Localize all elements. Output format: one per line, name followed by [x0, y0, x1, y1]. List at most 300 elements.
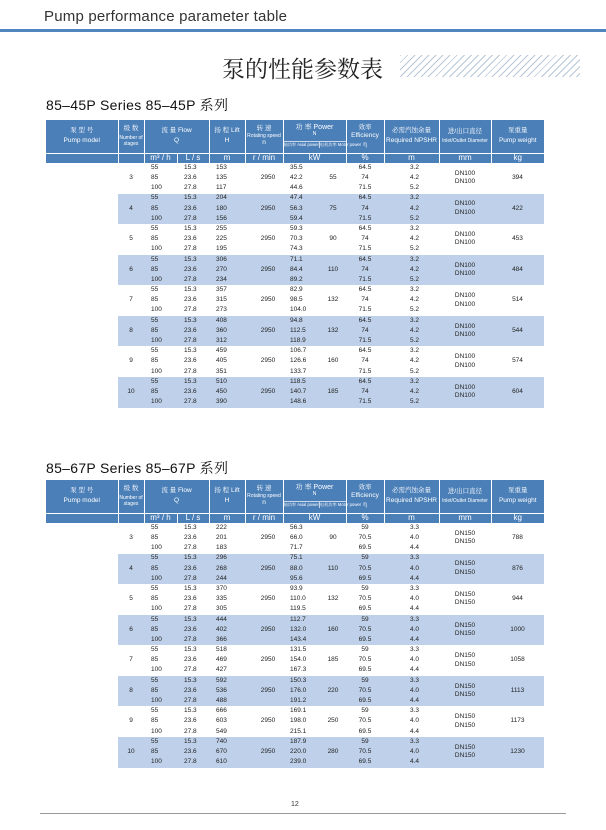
efficiency: 69.5	[346, 605, 384, 615]
col-speed-sym: n	[262, 498, 266, 506]
speed: 2950	[245, 255, 283, 286]
pump-weight: 1230	[491, 737, 544, 768]
npshr: 3.2	[384, 346, 439, 356]
pump-weight: 788	[491, 523, 544, 554]
lift: 357	[209, 285, 245, 295]
col-npshr-header	[384, 120, 439, 153]
inlet-outlet-diameter	[439, 676, 491, 707]
lift: 549	[209, 727, 245, 737]
lift: 312	[209, 336, 245, 346]
motor-power: 132	[320, 584, 346, 615]
lift: 234	[209, 275, 245, 285]
flow-ls: 27.8	[177, 245, 209, 255]
motor-power: 185	[320, 377, 346, 408]
speed: 2950	[245, 163, 283, 194]
npshr: 5.2	[384, 245, 439, 255]
efficiency: 70.5	[346, 655, 384, 665]
outlet-diameter: DN150	[454, 721, 476, 729]
col-npshr-cn: 必需汽蚀余量	[392, 487, 431, 495]
col-weight-cn: 泵重量	[508, 487, 528, 495]
flow-ls: 23.6	[177, 686, 209, 696]
npshr: 4.0	[384, 686, 439, 696]
col-motor-power: 电机功率 Motor power	[319, 142, 362, 148]
flow-m3h: 100	[144, 635, 177, 645]
axial-power: 42.2	[283, 173, 320, 183]
col-eff-cn: 效率	[358, 483, 372, 491]
flow-m3h: 85	[144, 204, 177, 214]
pump-weight: 1173	[491, 706, 544, 737]
col-eff-cn: 效率	[358, 123, 372, 131]
pump-weight: 1058	[491, 645, 544, 676]
motor-power: 110	[320, 554, 346, 585]
efficiency: 71.5	[346, 306, 384, 316]
inlet-diameter: DN100	[454, 169, 476, 177]
flow-m3h: 55	[144, 377, 177, 387]
inlet-outlet-diameter	[439, 163, 491, 194]
efficiency: 69.5	[346, 543, 384, 553]
speed: 2950	[245, 523, 283, 554]
efficiency: 64.5	[346, 316, 384, 326]
speed: 2950	[245, 224, 283, 255]
lift: 135	[209, 173, 245, 183]
flow-ls: 27.8	[177, 183, 209, 193]
axial-power: 104.0	[283, 306, 320, 316]
col-stages-cn: 级 数	[123, 124, 139, 132]
pump-weight: 1113	[491, 676, 544, 707]
flow-ls: 23.6	[177, 265, 209, 275]
flow-m3h: 55	[144, 523, 177, 533]
flow-ls: 27.8	[177, 696, 209, 706]
flow-m3h: 55	[144, 316, 177, 326]
unit-npshr: m	[384, 513, 439, 523]
stage-count: 6	[118, 615, 144, 646]
stage-count: 10	[118, 377, 144, 408]
flow-ls: 15.3	[177, 554, 209, 564]
lift: 201	[209, 533, 245, 543]
lift: 427	[209, 666, 245, 676]
pump-weight: 484	[491, 255, 544, 286]
efficiency: 74	[346, 204, 384, 214]
flow-ls: 27.8	[177, 336, 209, 346]
flow-m3h: 55	[144, 194, 177, 204]
flow-m3h: 85	[144, 717, 177, 727]
flow-m3h: 55	[144, 615, 177, 625]
header-rule	[0, 29, 606, 32]
lift: 402	[209, 625, 245, 635]
inlet-outlet-diameter	[439, 645, 491, 676]
flow-ls: 23.6	[177, 295, 209, 305]
col-model-cn: 泵 型 号	[70, 127, 94, 135]
unit-weight: kg	[491, 513, 544, 523]
axial-power: 118.5	[283, 377, 320, 387]
motor-power: 110	[320, 255, 346, 286]
axial-power: 191.2	[283, 696, 320, 706]
pump-weight: 422	[491, 194, 544, 225]
col-eff-sym: η	[363, 140, 367, 148]
stage-count: 3	[118, 523, 144, 554]
unit-flow-m3h: m³ / h	[144, 153, 177, 163]
flow-ls: 15.3	[177, 194, 209, 204]
stage-count: 8	[118, 676, 144, 707]
flow-ls: 15.3	[177, 316, 209, 326]
col-npshr-en: Required NPSHR	[386, 496, 437, 504]
lift: 335	[209, 594, 245, 604]
pump-weight: 453	[491, 224, 544, 255]
efficiency: 71.5	[346, 367, 384, 377]
flow-m3h: 55	[144, 645, 177, 655]
flow-ls: 23.6	[177, 717, 209, 727]
table-row	[46, 584, 544, 594]
flow-m3h: 100	[144, 245, 177, 255]
stage-count: 4	[118, 554, 144, 585]
inlet-outlet-diameter	[439, 285, 491, 316]
axial-power: 112.5	[283, 326, 320, 336]
flow-ls: 27.8	[177, 574, 209, 584]
motor-power: 55	[320, 163, 346, 194]
axial-power: 150.3	[283, 676, 320, 686]
pump-model-cell	[46, 163, 118, 408]
npshr: 3.3	[384, 523, 439, 533]
npshr: 4.4	[384, 696, 439, 706]
npshr: 3.3	[384, 706, 439, 716]
flow-ls: 23.6	[177, 326, 209, 336]
flow-ls: 15.3	[177, 377, 209, 387]
flow-ls: 15.3	[177, 163, 209, 173]
axial-power: 84.4	[283, 265, 320, 275]
unit-diam: mm	[439, 153, 491, 163]
npshr: 4.2	[384, 265, 439, 275]
col-stages-header	[118, 480, 144, 513]
inlet-outlet-diameter	[439, 346, 491, 377]
table-row	[46, 615, 544, 625]
col-flow-sym: Q	[173, 496, 180, 504]
unit-speed: r / min	[245, 513, 283, 523]
model-line3: 85–67P	[70, 651, 94, 659]
lift: 225	[209, 234, 245, 244]
col-motor-power: 电机功率 Motor power	[319, 502, 362, 508]
flow-m3h: 55	[144, 554, 177, 564]
flow-m3h: 55	[144, 706, 177, 716]
col-speed-en: Rotating speed	[247, 132, 281, 139]
flow-ls: 27.8	[177, 367, 209, 377]
axial-power: 94.8	[283, 316, 320, 326]
lift: 510	[209, 377, 245, 387]
npshr: 3.2	[384, 377, 439, 387]
col-lift-header	[209, 120, 245, 153]
efficiency: 59	[346, 584, 384, 594]
efficiency: 59	[346, 737, 384, 747]
unit-lift: m	[209, 153, 245, 163]
motor-power: 185	[320, 645, 346, 676]
efficiency: 71.5	[346, 183, 384, 193]
axial-power: 95.6	[283, 574, 320, 584]
npshr: 4.2	[384, 326, 439, 336]
stage-count: 9	[118, 706, 144, 737]
motor-power: 132	[320, 285, 346, 316]
flow-m3h: 85	[144, 295, 177, 305]
axial-power: 118.9	[283, 336, 320, 346]
lift: 592	[209, 676, 245, 686]
pump-weight: 544	[491, 316, 544, 347]
axial-power: 89.2	[283, 275, 320, 285]
col-stages-header	[118, 120, 144, 153]
axial-power: 169.1	[283, 706, 320, 716]
flow-m3h: 100	[144, 727, 177, 737]
flow-m3h: 100	[144, 574, 177, 584]
efficiency: 74	[346, 326, 384, 336]
inlet-diameter: DN150	[454, 743, 476, 751]
axial-power: 56.3	[283, 523, 320, 533]
motor-power: 280	[320, 737, 346, 768]
inlet-outlet-diameter	[439, 706, 491, 737]
inlet-diameter: DN100	[454, 322, 476, 330]
decorative-hatch	[400, 55, 580, 77]
flow-ls: 23.6	[177, 173, 209, 183]
inlet-outlet-diameter	[439, 584, 491, 615]
motor-power: 132	[320, 316, 346, 347]
flow-ls: 27.8	[177, 543, 209, 553]
lift: 610	[209, 757, 245, 767]
flow-ls: 15.3	[177, 737, 209, 747]
col-flow-header	[144, 480, 209, 513]
series-title: 85–67P Series 85–67P 系列	[46, 460, 229, 476]
efficiency: 59	[346, 676, 384, 686]
axial-power: 110.0	[283, 594, 320, 604]
inlet-outlet-diameter	[439, 255, 491, 286]
table-row	[46, 224, 544, 234]
npshr: 4.0	[384, 594, 439, 604]
axial-power: 132.0	[283, 625, 320, 635]
lift: 305	[209, 605, 245, 615]
unit-lift: m	[209, 513, 245, 523]
flow-ls: 27.8	[177, 727, 209, 737]
flow-m3h: 85	[144, 533, 177, 543]
npshr: 3.3	[384, 584, 439, 594]
flow-ls: 27.8	[177, 214, 209, 224]
flow-m3h: 85	[144, 387, 177, 397]
axial-power: 126.6	[283, 357, 320, 367]
unit-cell-empty	[118, 513, 144, 523]
npshr: 4.2	[384, 357, 439, 367]
col-lift-sym: H	[224, 496, 230, 504]
flow-m3h: 85	[144, 173, 177, 183]
lift: 366	[209, 635, 245, 645]
unit-weight: kg	[491, 153, 544, 163]
npshr: 4.0	[384, 625, 439, 635]
lift: 450	[209, 387, 245, 397]
axial-power: 220.0	[283, 747, 320, 757]
col-npshr-en: Required NPSHR	[386, 136, 437, 144]
axial-power: 59.4	[283, 214, 320, 224]
pump-model-cell	[46, 523, 118, 768]
unit-cell-empty	[118, 153, 144, 163]
efficiency: 74	[346, 357, 384, 367]
speed: 2950	[245, 194, 283, 225]
inlet-diameter: DN150	[454, 682, 476, 690]
flow-m3h: 55	[144, 163, 177, 173]
flow-m3h: 85	[144, 686, 177, 696]
efficiency: 74	[346, 265, 384, 275]
flow-ls: 23.6	[177, 594, 209, 604]
col-lift-title: 扬 程 Lift	[214, 487, 240, 495]
npshr: 5.2	[384, 306, 439, 316]
motor-power: 160	[320, 346, 346, 377]
footer-rule	[40, 813, 566, 814]
model-line1: D	[79, 271, 85, 279]
flow-m3h: 100	[144, 367, 177, 377]
speed: 2950	[245, 285, 283, 316]
axial-power: 88.0	[283, 564, 320, 574]
col-stages-en: Number of stages	[119, 495, 143, 507]
flow-m3h: 85	[144, 357, 177, 367]
col-power-title: 功 率 Power	[295, 484, 334, 492]
npshr: 3.2	[384, 285, 439, 295]
inlet-diameter: DN150	[454, 621, 476, 629]
flow-m3h: 55	[144, 676, 177, 686]
col-speed-en: Rotating speed	[247, 492, 281, 499]
unit-diam: mm	[439, 513, 491, 523]
npshr: 3.2	[384, 163, 439, 173]
flow-ls: 23.6	[177, 204, 209, 214]
flow-m3h: 55	[144, 224, 177, 234]
col-flow-sym: Q	[173, 136, 180, 144]
inlet-outlet-diameter	[439, 615, 491, 646]
npshr: 4.0	[384, 747, 439, 757]
outlet-diameter: DN100	[454, 300, 476, 308]
stage-count: 10	[118, 737, 144, 768]
col-eff-en: Efficiency	[351, 492, 379, 499]
lift: 268	[209, 564, 245, 574]
flow-ls: 27.8	[177, 275, 209, 285]
efficiency: 69.5	[346, 574, 384, 584]
inlet-outlet-diameter	[439, 523, 491, 554]
stage-count: 4	[118, 194, 144, 225]
stage-count: 3	[118, 163, 144, 194]
motor-power: 220	[320, 676, 346, 707]
efficiency: 69.5	[346, 727, 384, 737]
efficiency: 64.5	[346, 285, 384, 295]
flow-m3h: 55	[144, 584, 177, 594]
axial-power: 56.3	[283, 204, 320, 214]
speed: 2950	[245, 584, 283, 615]
flow-m3h: 100	[144, 605, 177, 615]
efficiency: 70.5	[346, 686, 384, 696]
efficiency: 70.5	[346, 625, 384, 635]
stage-count: 9	[118, 346, 144, 377]
table-row	[46, 346, 544, 356]
table-row	[46, 645, 544, 655]
lift: 360	[209, 326, 245, 336]
flow-ls: 23.6	[177, 564, 209, 574]
flow-m3h: 100	[144, 757, 177, 767]
motor-power: 90	[320, 523, 346, 554]
npshr: 4.0	[384, 564, 439, 574]
npshr: 5.2	[384, 183, 439, 193]
npshr: 3.3	[384, 615, 439, 625]
model-line1: D	[79, 631, 85, 639]
lift: 306	[209, 255, 245, 265]
flow-m3h: 100	[144, 336, 177, 346]
table-row	[46, 554, 544, 564]
flow-ls: 23.6	[177, 747, 209, 757]
flow-m3h: 100	[144, 306, 177, 316]
axial-power: 82.9	[283, 285, 320, 295]
flow-m3h: 85	[144, 265, 177, 275]
col-weight-en: Pump weight	[498, 136, 537, 144]
unit-power: kW	[283, 513, 346, 523]
efficiency: 64.5	[346, 255, 384, 265]
col-speed-cn: 转 速	[256, 125, 272, 133]
lift: 153	[209, 163, 245, 173]
axial-power: 143.4	[283, 635, 320, 645]
col-weight-header	[491, 480, 544, 513]
flow-ls: 23.6	[177, 387, 209, 397]
npshr: 4.4	[384, 666, 439, 676]
flow-ls: 27.8	[177, 306, 209, 316]
axial-power: 47.4	[283, 194, 320, 204]
speed: 2950	[245, 706, 283, 737]
npshr: 4.4	[384, 574, 439, 584]
axial-power: 59.3	[283, 224, 320, 234]
axial-power: 198.0	[283, 717, 320, 727]
inlet-diameter: DN100	[454, 353, 476, 361]
outlet-diameter: DN100	[454, 208, 476, 216]
inlet-outlet-diameter	[439, 316, 491, 347]
flow-m3h: 85	[144, 625, 177, 635]
flow-m3h: 55	[144, 346, 177, 356]
npshr: 3.2	[384, 255, 439, 265]
flow-m3h: 55	[144, 285, 177, 295]
lift: 195	[209, 245, 245, 255]
col-speed-cn: 转 速	[256, 485, 272, 493]
model-line2: (DF、DY、MD)	[59, 281, 105, 289]
npshr: 4.4	[384, 543, 439, 553]
axial-power: 119.5	[283, 605, 320, 615]
table-row	[46, 523, 544, 533]
lift: 518	[209, 645, 245, 655]
npshr: 5.2	[384, 397, 439, 407]
col-weight-header	[491, 120, 544, 153]
flow-m3h: 55	[144, 737, 177, 747]
lift: 351	[209, 367, 245, 377]
efficiency: 69.5	[346, 666, 384, 676]
outlet-diameter: DN150	[454, 752, 476, 760]
speed: 2950	[245, 615, 283, 646]
stage-count: 5	[118, 584, 144, 615]
axial-power: 71.7	[283, 543, 320, 553]
flow-ls: 15.3	[177, 224, 209, 234]
unit-flow-ls: L / s	[177, 153, 209, 163]
unit-flow-m3h: m³ / h	[144, 513, 177, 523]
col-flow-header	[144, 120, 209, 153]
npshr: 3.2	[384, 194, 439, 204]
outlet-diameter: DN150	[454, 660, 476, 668]
col-speed-header	[245, 480, 283, 513]
outlet-diameter: DN100	[454, 178, 476, 186]
axial-power: 112.7	[283, 615, 320, 625]
axial-power: 167.3	[283, 666, 320, 676]
inlet-outlet-diameter	[439, 554, 491, 585]
speed: 2950	[245, 554, 283, 585]
lift: 740	[209, 737, 245, 747]
flow-ls: 23.6	[177, 625, 209, 635]
flow-m3h: 100	[144, 696, 177, 706]
npshr: 4.4	[384, 727, 439, 737]
efficiency: 69.5	[346, 635, 384, 645]
flow-m3h: 85	[144, 234, 177, 244]
pump-weight: 514	[491, 285, 544, 316]
efficiency: 59	[346, 523, 384, 533]
